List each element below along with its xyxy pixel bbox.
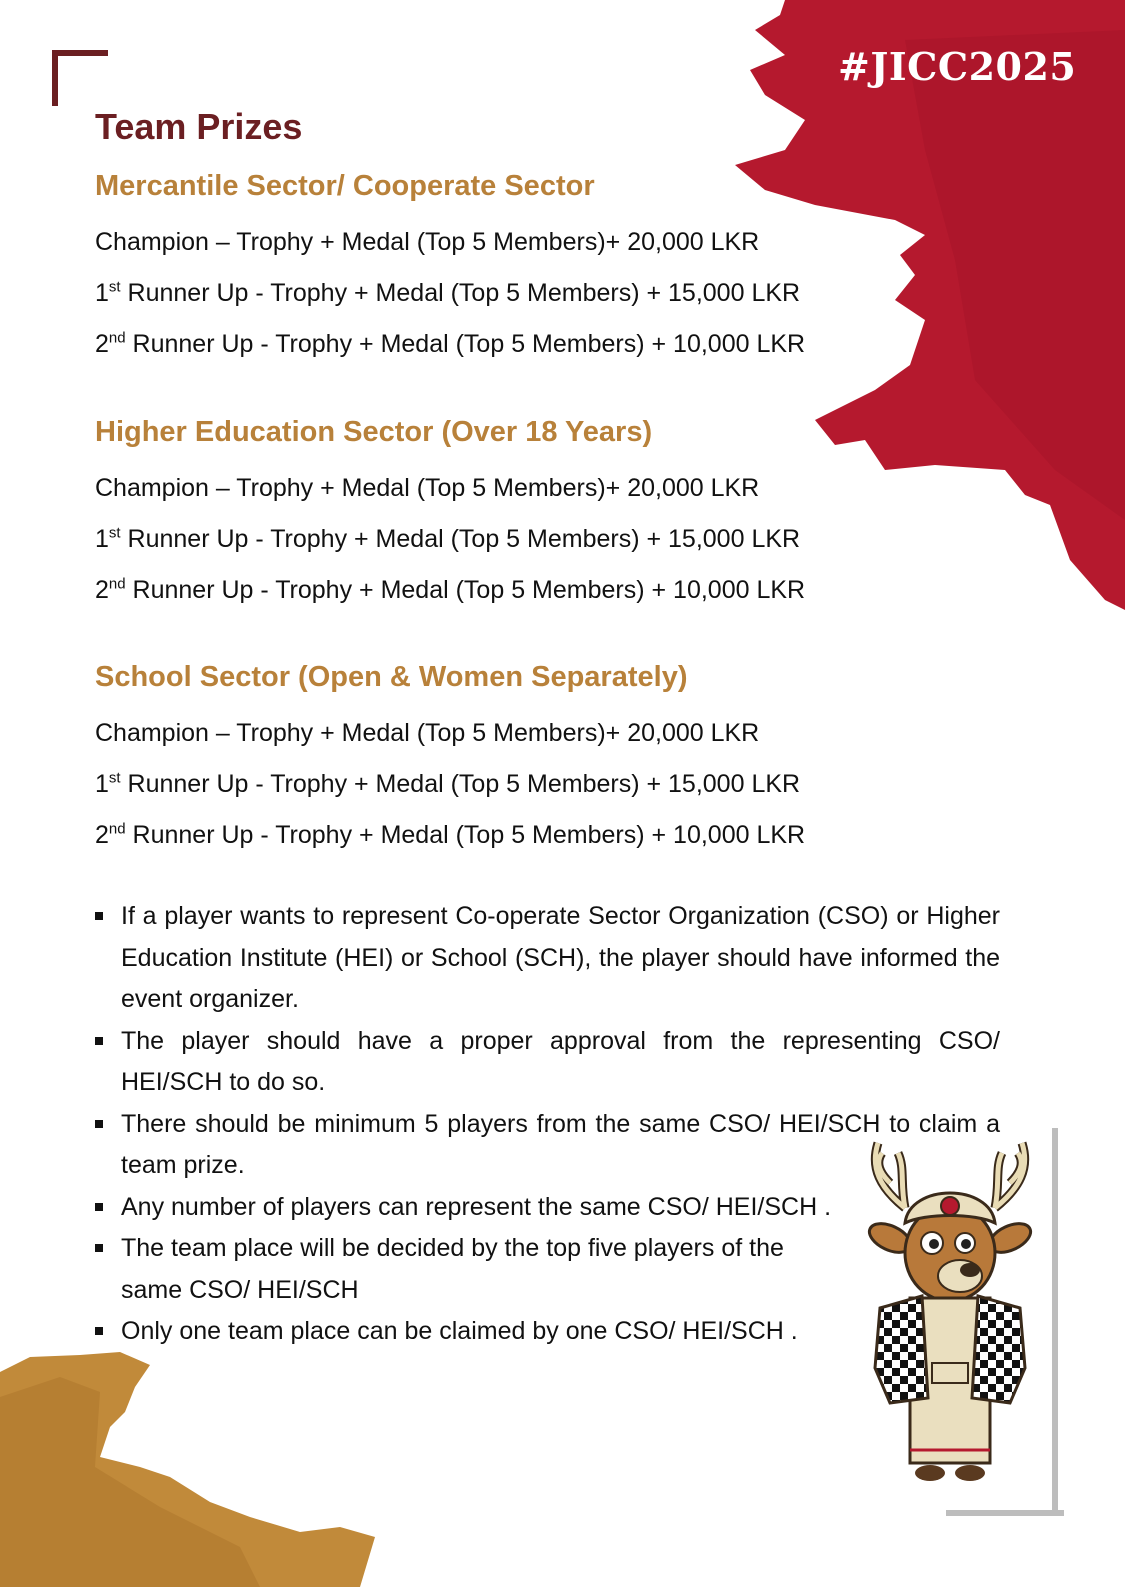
- rule-item: The player should have a proper approval from the representing CSO/ HEI/SCH to do so.: [95, 1021, 1000, 1104]
- hashtag: #JICC2025: [838, 44, 1077, 89]
- rule-item: There should be minimum 5 players from the same CSO/ HEI/SCH to claim a team prize.: [95, 1104, 1000, 1187]
- section-higher-education: [95, 416, 875, 616]
- prize-2nd-runner-up: 2nd Runner Up - Trophy + Medal (Top 5 Members) + 10,000 LKR: [95, 329, 806, 358]
- prize-champion: Champion – Trophy + Medal (Top 5 Members)+ 20,000 LKR: [95, 719, 760, 747]
- section-school: [95, 661, 875, 861]
- deer-mascot-icon: [860, 1128, 1040, 1498]
- frame-shadow: [946, 1510, 1064, 1516]
- frame-shadow: [1052, 1128, 1058, 1513]
- section-mercantile: [95, 170, 875, 370]
- section-heading: School Sector (Open & Women Separately): [95, 661, 688, 693]
- prize-1st-runner-up: 1st Runner Up - Trophy + Medal (Top 5 Members) + 15,000 LKR: [95, 524, 801, 553]
- rule-item: Only one team place can be claimed by one CSO/ HEI/SCH .: [95, 1311, 841, 1353]
- prize-2nd-runner-up: 2nd Runner Up - Trophy + Medal (Top 5 Members) + 10,000 LKR: [95, 820, 806, 849]
- gold-paint-splash: [0, 1317, 420, 1587]
- section-heading: Mercantile Sector/ Cooperate Sector: [95, 170, 595, 202]
- prize-1st-runner-up: 1st Runner Up - Trophy + Medal (Top 5 Members) + 15,000 LKR: [95, 769, 801, 798]
- rule-item: Any number of players can represent the same CSO/ HEI/SCH .: [95, 1187, 881, 1229]
- rule-item: The team place will be decided by the top five players of the same CSO/ HEI/SCH: [95, 1228, 841, 1311]
- prize-champion: Champion – Trophy + Medal (Top 5 Members)+ 20,000 LKR: [95, 228, 760, 256]
- section-heading: Higher Education Sector (Over 18 Years): [95, 416, 653, 448]
- prize-champion: Champion – Trophy + Medal (Top 5 Members)+ 20,000 LKR: [95, 474, 760, 502]
- deer-mascot: [860, 1128, 1060, 1516]
- page-title: Team Prizes: [95, 106, 303, 147]
- rule-item: If a player wants to represent Co-operate Sector Organization (CSO) or Higher Education Institute (HEI) or School (SCH), the player should have informed the event organizer.: [95, 896, 1000, 1021]
- prize-2nd-runner-up: 2nd Runner Up - Trophy + Medal (Top 5 Members) + 10,000 LKR: [95, 575, 806, 604]
- prize-1st-runner-up: 1st Runner Up - Trophy + Medal (Top 5 Members) + 15,000 LKR: [95, 278, 801, 307]
- corner-bracket-decoration: [52, 50, 108, 106]
